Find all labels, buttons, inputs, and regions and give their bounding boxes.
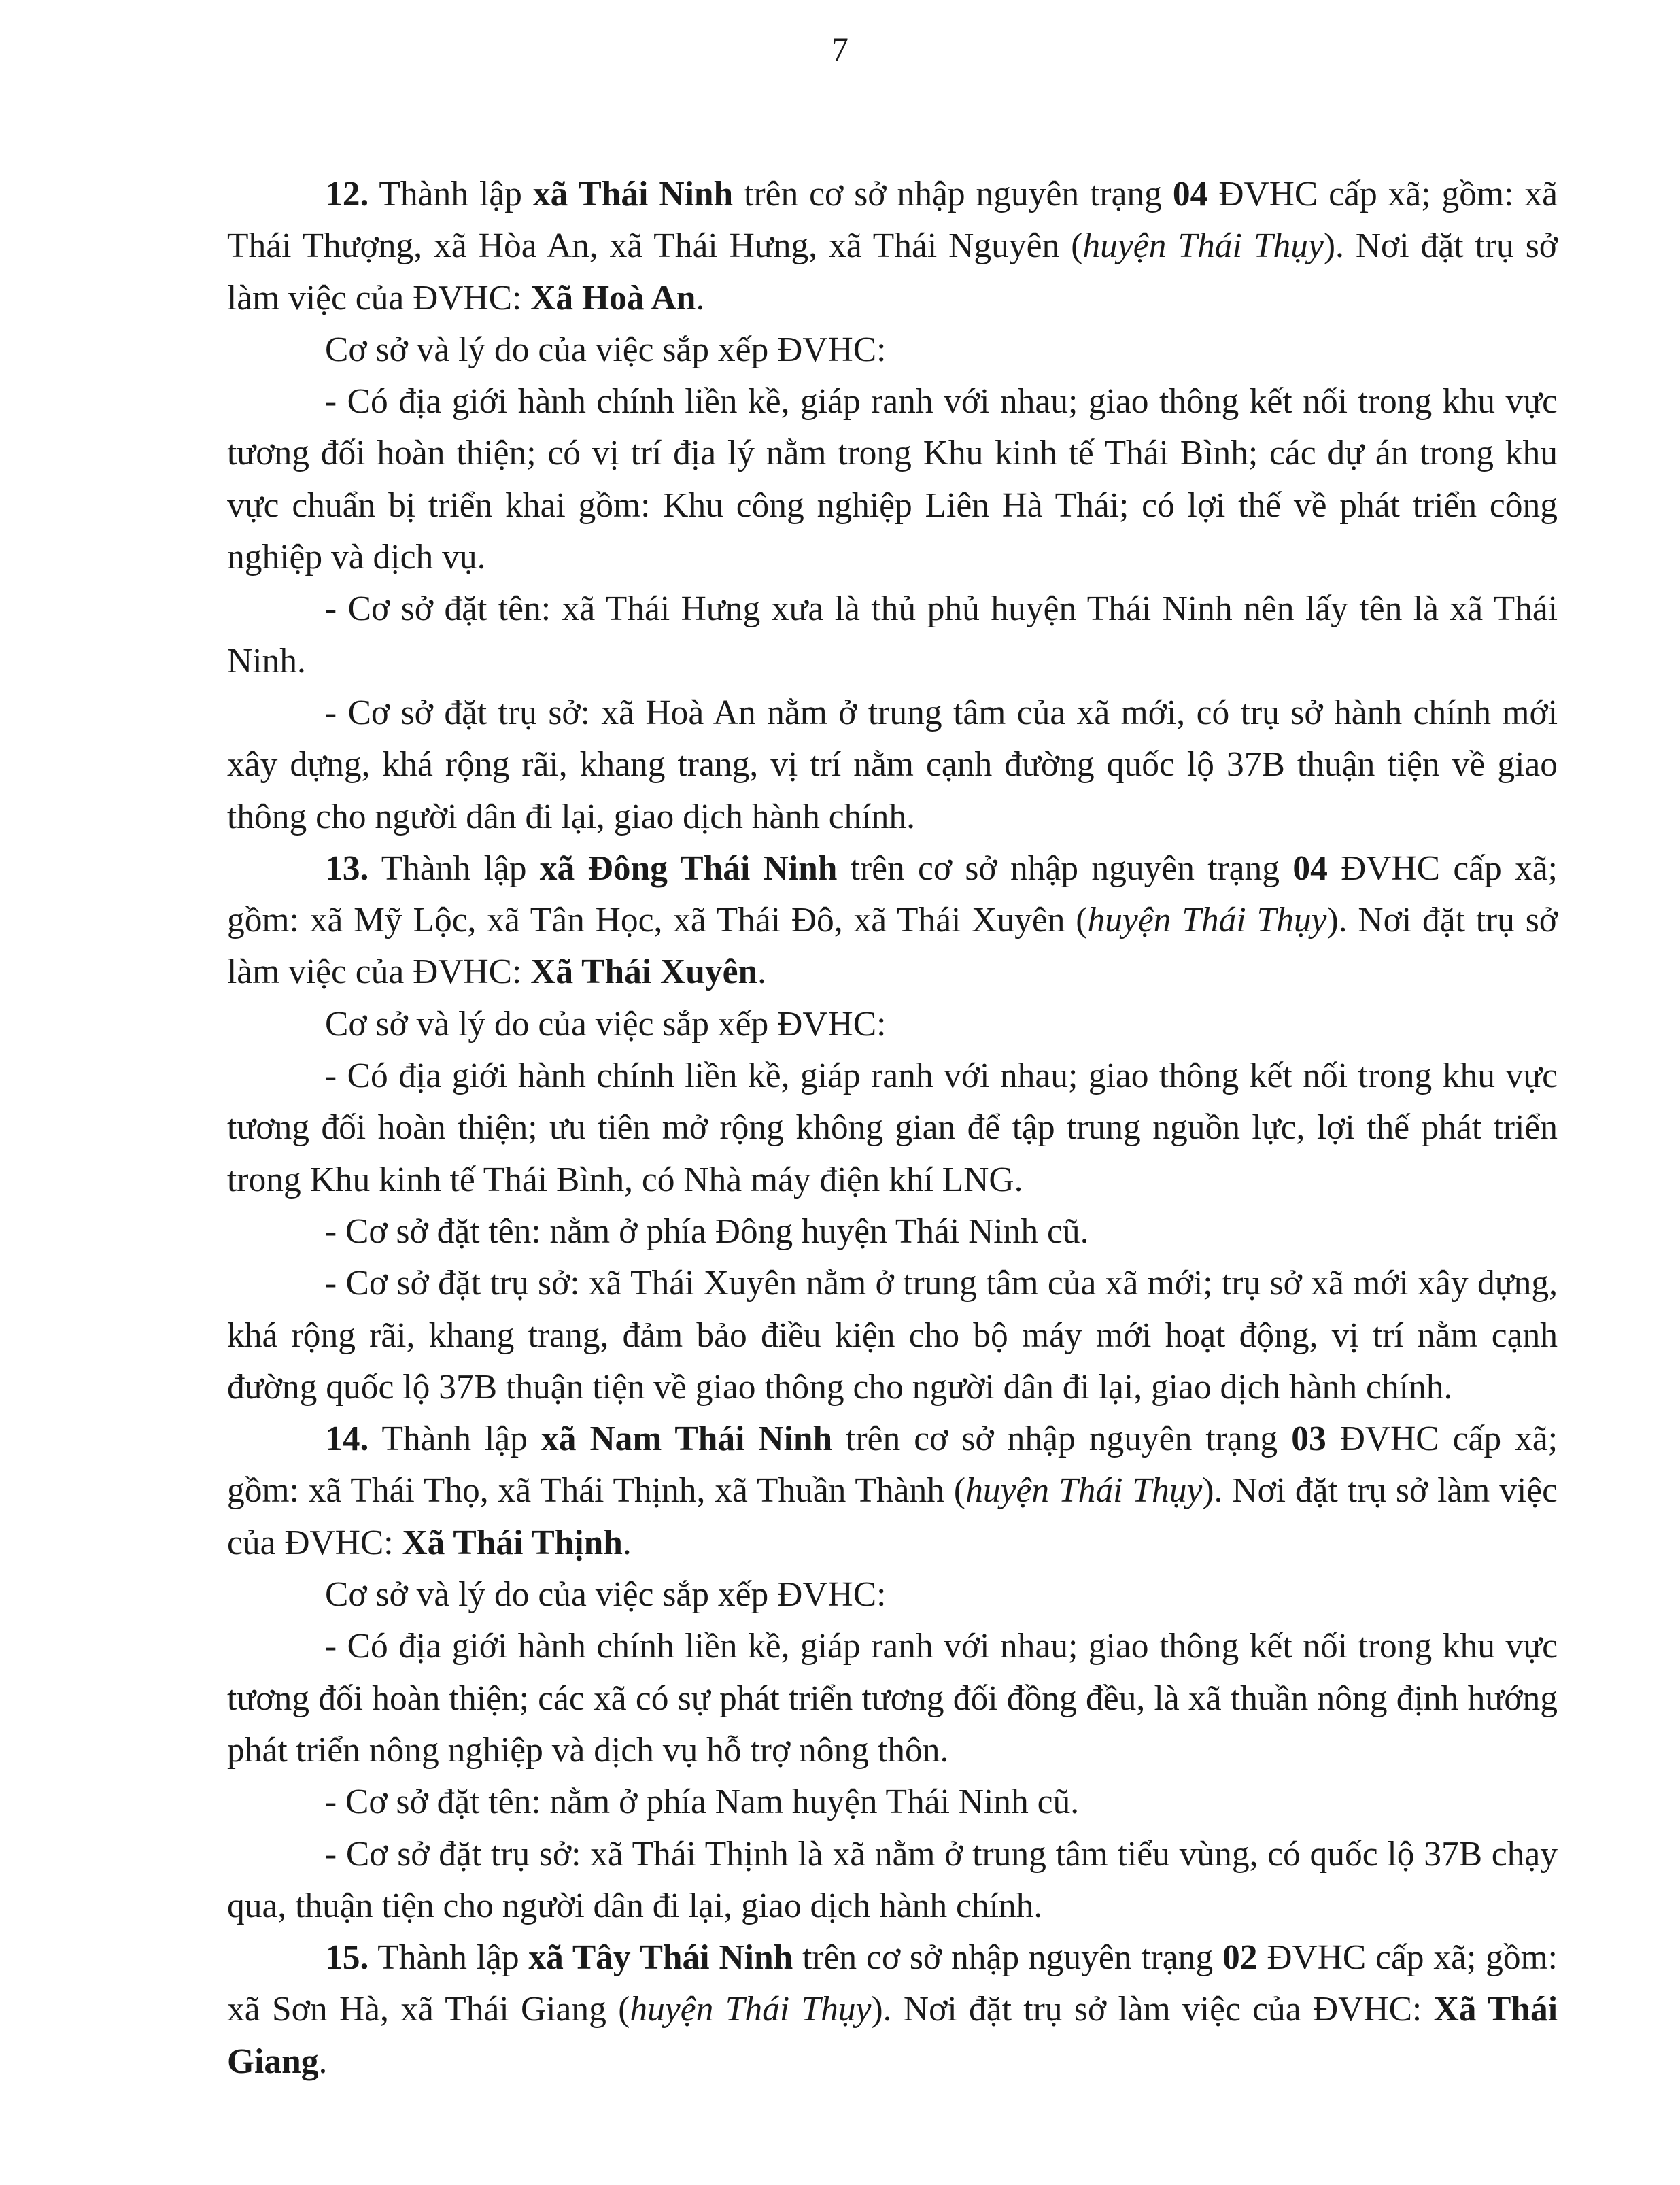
commune-name: xã Thái Ninh [532,175,734,213]
section-13-reason-boundary: - Có địa giới hành chính liền kề, giáp ranh với nhau; giao thông kết nối trong khu vực tương đối hoàn thiện; ưu tiên mở rộng không gian để tập trung nguồn lực, lợi thế phát triển trong Khu kinh tế Thái Bình, có Nhà máy điện khí LNG. [227,1056,1558,1199]
headquarters-name: Xã Hoà An [530,278,696,317]
headquarters-name: Xã Thái Giang [227,1990,1558,2081]
section-13-reason-naming: - Cơ sở đặt tên: nằm ở phía Đông huyện Thái Ninh cũ. [325,1211,1089,1251]
section-13-reason-heading: Cơ sở và lý do của việc sắp xếp ĐVHC: [325,1004,887,1044]
section-12-reason-naming: - Cơ sở đặt tên: xã Thái Hưng xưa là thủ phủ huyện Thái Ninh nên lấy tên là xã Thái Ninh. [227,589,1558,681]
document-body [227,169,1558,2088]
section-12-reason-heading: Cơ sở và lý do của việc sắp xếp ĐVHC: [325,330,887,369]
section-14-reason-boundary: - Có địa giới hành chính liền kề, giáp ranh với nhau; giao thông kết nối trong khu vực tương đối hoàn thiện; các xã có sự phát triển tương đối đồng đều, là xã thuần nông định hướng phát triển nông nghiệp và dịch vụ hỗ trợ nông thôn. [227,1627,1558,1770]
unit-count: 04 [1292,848,1328,888]
headquarters-name: Xã Thái Xuyên [530,952,758,992]
commune-name: xã Nam Thái Ninh [541,1420,833,1459]
section-15-heading: 15. Thành lập xã Tây Thái Ninh trên cơ sở nhập nguyên trạng 02 ĐVHC cấp xã; gồm: xã Sơn Hà, xã Thái Giang (huyện Thái Thụy). Nơi đặt trụ sở làm việc của ĐVHC: Xã Thái Giang. [227,1938,1558,2081]
section-number: 15. [325,1938,369,1978]
district-name: huyện Thái Thụy [1082,226,1324,266]
section-14-reason-headquarters: - Cơ sở đặt trụ sở: xã Thái Thịnh là xã nằm ở trung tâm tiểu vùng, có quốc lộ 37B chạy qua, thuận tiện cho người dân đi lại, giao dịch hành chính. [227,1834,1558,1925]
section-14-heading: 14. Thành lập xã Nam Thái Ninh trên cơ sở nhập nguyên trạng 03 ĐVHC cấp xã; gồm: xã Thái Thọ, xã Thái Thịnh, xã Thuần Thành (huyện Thái Thụy). Nơi đặt trụ sở làm việc của ĐVHC: Xã Thái Thịnh. [227,1420,1558,1562]
section-12-reason-headquarters: - Cơ sở đặt trụ sở: xã Hoà An nằm ở trung tâm của xã mới, có trụ sở hành chính mới xây dựng, khá rộng rãi, khang trang, vị trí nằm cạnh đường quốc lộ 37B thuận tiện về giao thông cho người dân đi lại, giao dịch hành chính. [227,693,1558,836]
district-name: huyện Thái Thụy [630,1990,872,2029]
commune-name: xã Tây Thái Ninh [528,1938,793,1978]
district-name: huyện Thái Thụy [965,1471,1203,1511]
section-12-reason-boundary: - Có địa giới hành chính liền kề, giáp ranh với nhau; giao thông kết nối trong khu vực tương đối hoàn thiện; có vị trí địa lý nằm trong Khu kinh tế Thái Bình; các dự án trong khu vực chuẩn bị triển khai gồm: Khu công nghiệp Liên Hà Thái; có lợi thế về phát triển công nghiệp và dịch vụ. [227,382,1558,577]
page-number: 7 [832,30,848,68]
section-14-reason-naming: - Cơ sở đặt tên: nằm ở phía Nam huyện Thái Ninh cũ. [325,1783,1080,1822]
section-13-heading: 13. Thành lập xã Đông Thái Ninh trên cơ sở nhập nguyên trạng 04 ĐVHC cấp xã; gồm: xã Mỹ Lộc, xã Tân Học, xã Thái Đô, xã Thái Xuyên (huyện Thái Thụy). Nơi đặt trụ sở làm việc của ĐVHC: Xã Thái Xuyên. [227,848,1558,992]
unit-count: 03 [1291,1420,1326,1459]
section-number: 14. [325,1420,369,1459]
section-14-reason-heading: Cơ sở và lý do của việc sắp xếp ĐVHC: [325,1575,887,1615]
commune-name: xã Đông Thái Ninh [539,848,838,888]
section-number: 12. [325,175,369,213]
section-number: 13. [325,848,369,888]
unit-count: 02 [1222,1938,1258,1978]
unit-count: 04 [1172,175,1208,213]
headquarters-name: Xã Thái Thịnh [402,1523,623,1562]
section-13-reason-headquarters: - Cơ sở đặt trụ sở: xã Thái Xuyên nằm ở trung tâm của xã mới; trụ sở xã mới xây dựng, khá rộng rãi, khang trang, đảm bảo điều kiện cho bộ máy mới hoạt động, vị trí nằm cạnh đường quốc lộ 37B thuận tiện về giao thông cho người dân đi lại, giao dịch hành chính. [227,1264,1558,1407]
district-name: huyện Thái Thụy [1087,901,1327,940]
section-12-heading: 12. Thành lập xã Thái Ninh trên cơ sở nhập nguyên trạng 04 ĐVHC cấp xã; gồm: xã Thái Thượng, xã Hòa An, xã Thái Hưng, xã Thái Nguyên (huyện Thái Thụy). Nơi đặt trụ sở làm việc của ĐVHC: Xã Hoà An. [227,175,1558,317]
